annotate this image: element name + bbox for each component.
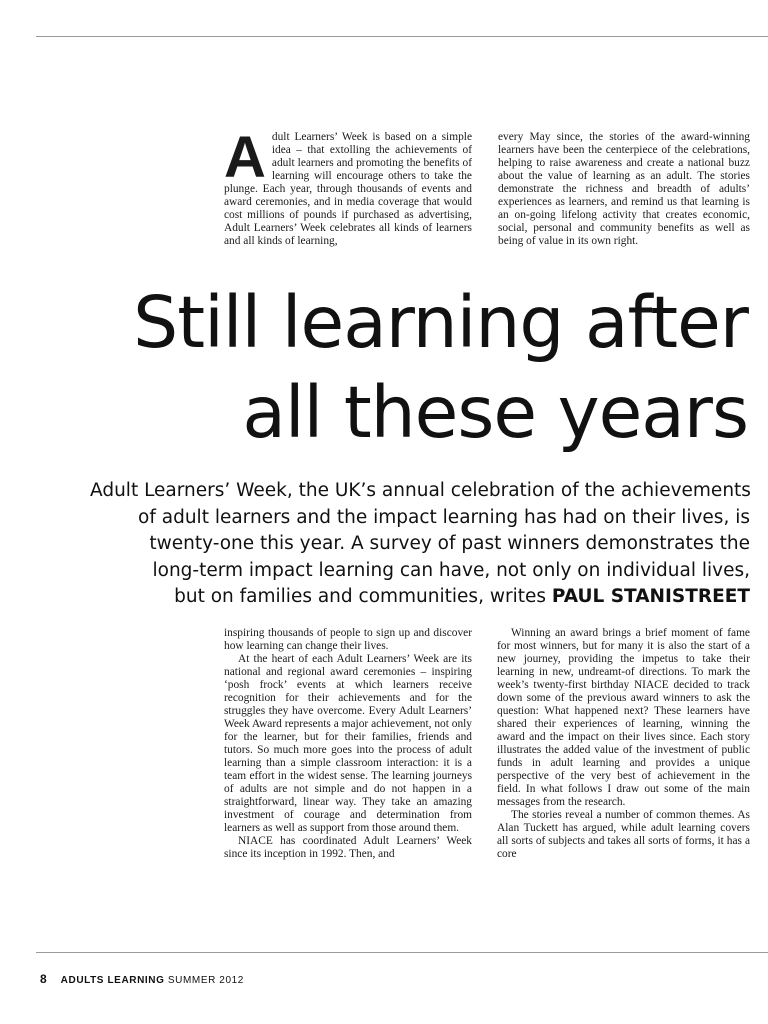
top-rule: [36, 36, 768, 37]
standfirst-line-4: long-term impact learning can have, not only on individual lives,: [152, 559, 750, 581]
intro-left-text: dult Learners’ Week is based on a simple idea – that extolling the achievements of adult learners and promoting the benefits of learning will encourage others to take the plunge. Each year, through thousands of events and award ceremonies, and in media coverage that would cost millions of pounds if purchased as advertising, Adult Learners’ Week celebrates all kinds of learners and all kinds of learning,: [224, 131, 472, 247]
headline-line-1: Still learning after: [133, 281, 748, 364]
magazine-name: ADULTS LEARNING: [60, 975, 165, 986]
page-number: 8: [40, 972, 48, 986]
drop-cap: A: [224, 125, 266, 190]
page-footer: [40, 972, 244, 986]
author-name: PAUL STANISTREET: [551, 586, 750, 607]
standfirst: [90, 478, 750, 611]
standfirst-line-5: [90, 584, 750, 611]
body-column-right: [497, 627, 750, 861]
article-headline: [133, 278, 748, 458]
headline-line-2: all these years: [242, 371, 748, 454]
standfirst-line-3: twenty-one this year. A survey of past winners demonstrates the: [149, 533, 750, 554]
intro-right-text: every May since, the stories of the award-winning learners have been the centerpiece of the celebrations, helping to raise awareness and create a national buzz about the value of learning as an adult. The stories demonstrate the richness and breadth of adults’ experiences as learners, and remind us that learning is an on-going lifelong activity that creates economic, social, personal and community benefits as well as being of value in its own right.: [498, 131, 750, 247]
intro-column-right: [498, 131, 750, 248]
footer-rule: [36, 952, 768, 953]
standfirst-line-1: Adult Learners’ Week, the UK’s annual celebration of the achievements: [90, 480, 751, 501]
body-paragraph: At the heart of each Adult Learners’ Week are its national and regional award ceremonies – inspiring ‘posh frock’ events at which learners receive recognition for their achievements and for the struggles they have overcome. Every Adult Learners’ Week Award represents a major achievement, not only for the learner, but for their families, friends and tutors. So much more goes into the process of adult learning than a simple classroom interaction: it is a team effort in the widest sense. The learning journeys of adults are not simple and do not happen in a straightforward, linear way. They take an amazing investment of courage and determination from learners as well as support from those around them.: [224, 653, 472, 834]
body-column-left: [224, 627, 472, 861]
intro-column-left: [224, 125, 472, 248]
body-paragraph: inspiring thousands of people to sign up and discover how learning can change their lives.: [224, 627, 472, 652]
issue-label: SUMMER 2012: [167, 975, 244, 986]
body-paragraph: NIACE has coordinated Adult Learners’ Week since its inception in 1992. Then, and: [224, 835, 472, 860]
body-paragraph: Winning an award brings a brief moment of fame for most winners, but for many it is also the start of a new journey, providing the impetus to take their learning in new, undreamt-of directions. To mark the week’s twenty-first birthday NIACE decided to track down some of the previous award winners to ask the question: What happened next? These learners have shared their experiences of learning, winning the award and the impact on their lives since. Each story illustrates the added value of the investment of public funds in adult learning and provides a unique perspective of the very best of achievement in the field. In what follows I draw out some of the main messages from the research.: [497, 627, 750, 808]
standfirst-line-2: of adult learners and the impact learning has had on their lives, is: [138, 506, 750, 528]
body-paragraph: The stories reveal a number of common themes. As Alan Tuckett has argued, while adult learning covers all sorts of subjects and takes all sorts of forms, it has a core: [497, 809, 750, 860]
standfirst-byline-prefix: but on families and communities, writes: [174, 586, 552, 607]
